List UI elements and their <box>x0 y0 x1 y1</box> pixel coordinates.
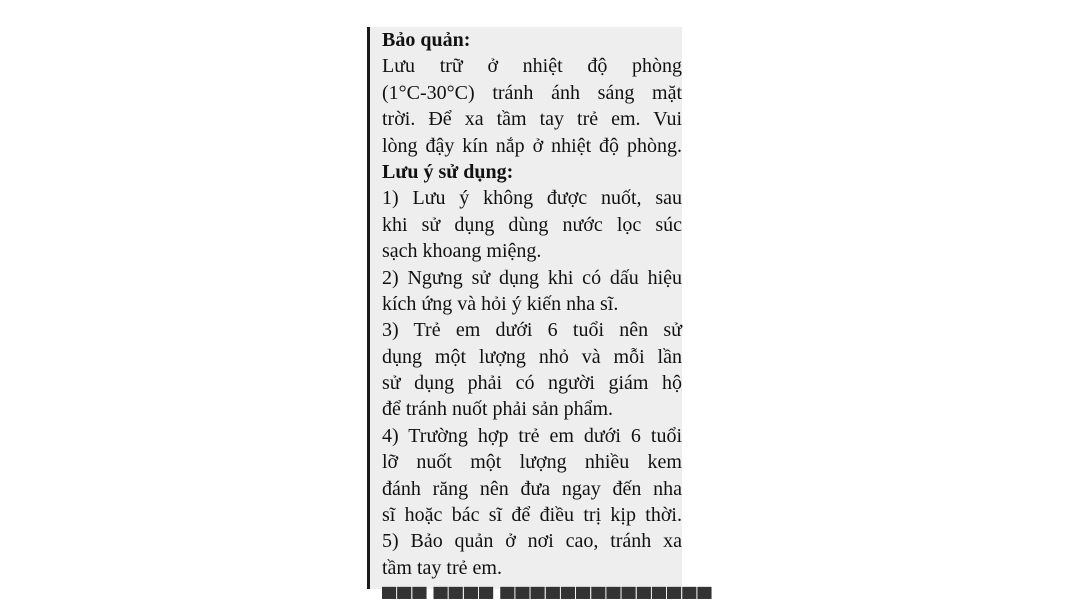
usage-line-13: sĩ hoặc bác sĩ để điều trị kịp thời. <box>382 504 682 527</box>
cropped-text-line <box>382 582 713 610</box>
usage-line-5: kích ứng và hỏi ý kiến nha sĩ. <box>382 292 619 315</box>
usage-line-3: sạch khoang miệng. <box>382 240 542 263</box>
usage-line-2: khi sử dụng dùng nước lọc súc <box>382 213 682 236</box>
storage-line-1: Lưu trữ ở nhiệt độ phòng <box>382 55 682 78</box>
usage-line-4: 2) Ngưng sử dụng khi có dấu hiệu <box>382 266 682 289</box>
storage-line-3: trời. Để xa tầm tay trẻ em. Vui <box>382 108 682 131</box>
usage-line-7: dụng một lượng nhỏ và mỗi lần <box>382 345 682 368</box>
usage-heading: Lưu ý sử dụng: <box>382 160 514 183</box>
storage-line-2: (1°C-30°C) tránh ánh sáng mặt <box>382 81 682 104</box>
usage-line-8: sử dụng phải có người giám hộ <box>382 372 682 395</box>
usage-line-9: để tránh nuốt phải sản phẩm. <box>382 398 614 421</box>
storage-line-4: lòng đậy kín nắp ở nhiệt độ phòng. <box>382 134 682 157</box>
product-label-scan <box>367 27 713 610</box>
cropped-text-fragment: ▀▀▀ ▀▀▀▀ ▀▀▀▀▀▀▀▀▀▀▀▀▀▀ <box>382 588 713 610</box>
storage-heading: Bảo quản: <box>382 29 471 51</box>
label-text-block <box>382 27 682 581</box>
usage-line-14: 5) Bảo quản ở nơi cao, tránh xa <box>382 530 682 553</box>
usage-line-11: lỡ nuốt một lượng nhiều kem <box>382 451 682 474</box>
usage-line-15: tầm tay trẻ em. <box>382 556 502 579</box>
usage-line-10: 4) Trường hợp trẻ em dưới 6 tuổi <box>382 424 682 447</box>
usage-line-12: đánh răng nên đưa ngay đến nha <box>382 477 682 500</box>
usage-line-1: 1) Lưu ý không được nuốt, sau <box>382 187 682 210</box>
usage-line-6: 3) Trẻ em dưới 6 tuổi nên sử <box>382 319 682 342</box>
